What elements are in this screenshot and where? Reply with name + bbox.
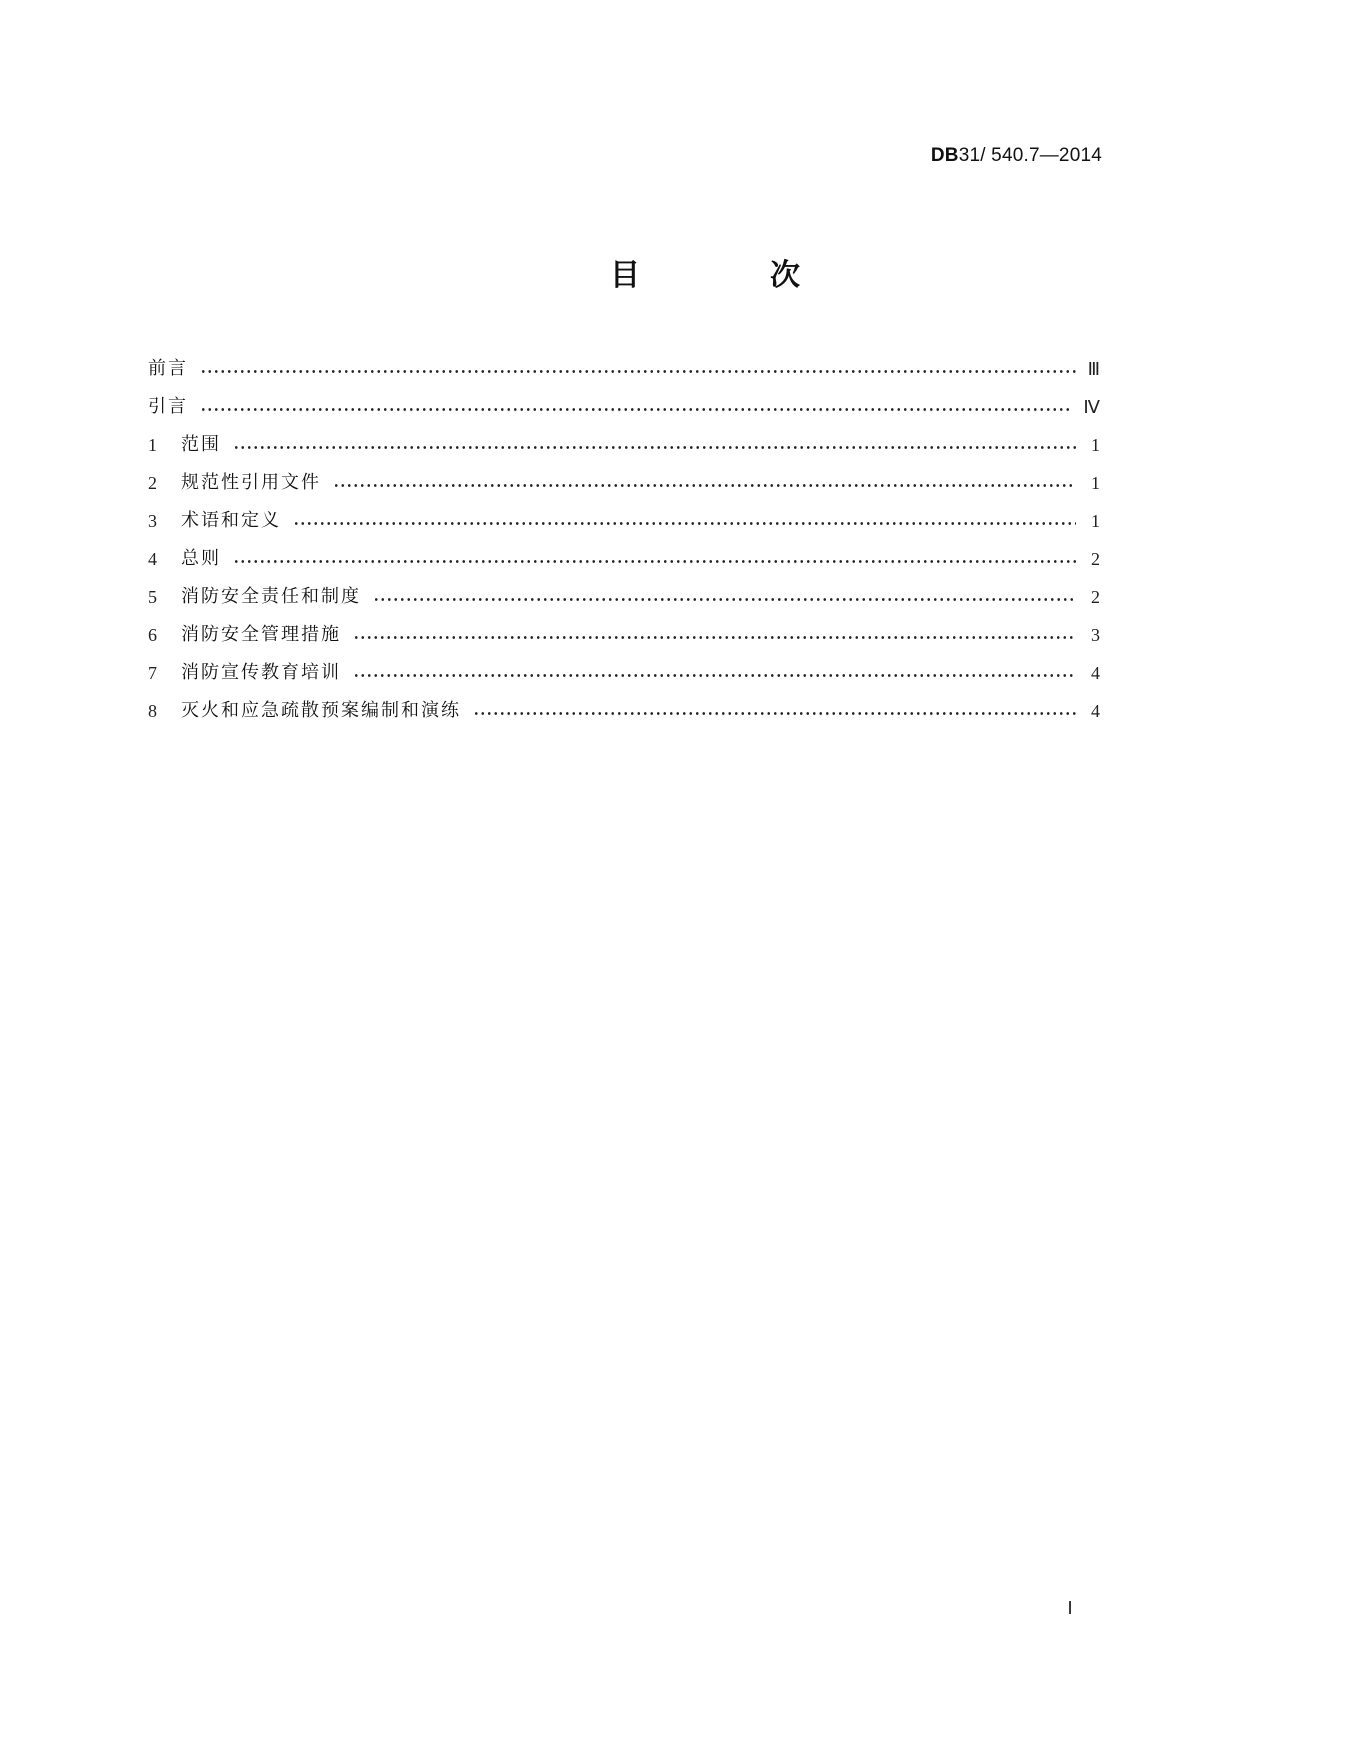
- toc-entry-number: 3: [148, 511, 157, 531]
- toc-leader-dots: [200, 350, 1076, 388]
- toc-entry-page: 2: [1091, 587, 1100, 607]
- toc-leader-dots: [473, 692, 1076, 730]
- table-of-contents: [148, 350, 1100, 730]
- toc-entry-page: 1: [1091, 473, 1100, 493]
- toc-entry-number: 6: [148, 625, 157, 645]
- toc-entry-terms-definitions[interactable]: [148, 502, 1100, 540]
- toc-entry-page: 2: [1091, 549, 1100, 569]
- toc-entry-label: 消防安全责任和制度: [181, 586, 361, 607]
- toc-entry-label: 消防安全管理措施: [181, 624, 341, 645]
- toc-entry-label: 前言: [148, 358, 188, 379]
- toc-entry-responsibility[interactable]: [148, 578, 1100, 616]
- toc-entry-page: Ⅲ: [1087, 359, 1100, 379]
- toc-entry-education-training[interactable]: [148, 654, 1100, 692]
- toc-entry-scope[interactable]: [148, 426, 1100, 464]
- toc-entry-label: 总则: [181, 548, 221, 569]
- toc-leader-dots: [200, 388, 1073, 426]
- toc-entry-foreword[interactable]: [148, 350, 1100, 388]
- toc-entry-general[interactable]: [148, 540, 1100, 578]
- page-number: Ⅰ: [1067, 1598, 1073, 1618]
- toc-entry-label: 规范性引用文件: [181, 472, 321, 493]
- toc-entry-normative-references[interactable]: [148, 464, 1100, 502]
- toc-entry-page: 1: [1091, 511, 1100, 531]
- toc-entry-page: 3: [1091, 625, 1100, 645]
- toc-entry-page: 4: [1091, 663, 1100, 683]
- toc-entry-number: 2: [148, 473, 157, 493]
- toc-entry-label: 消防宣传教育培训: [181, 662, 341, 683]
- toc-leader-dots: [353, 616, 1076, 654]
- toc-entry-number: 7: [148, 663, 157, 683]
- toc-entry-label: 灭火和应急疏散预案编制和演练: [181, 700, 461, 721]
- document-code-prefix: DB: [930, 145, 959, 166]
- toc-title: 目 次: [610, 258, 850, 293]
- toc-leader-dots: [353, 654, 1076, 692]
- toc-leader-dots: [233, 540, 1076, 578]
- toc-entry-introduction[interactable]: [148, 388, 1100, 426]
- document-code: [820, 145, 1102, 167]
- toc-leader-dots: [373, 578, 1076, 616]
- toc-entry-label: 术语和定义: [181, 510, 281, 531]
- toc-entry-label: 引言: [148, 396, 188, 417]
- toc-entry-number: 8: [148, 701, 157, 721]
- toc-entry-page: 4: [1091, 701, 1100, 721]
- toc-entry-label: 范围: [181, 434, 221, 455]
- toc-leader-dots: [293, 502, 1076, 540]
- toc-entry-management-measures[interactable]: [148, 616, 1100, 654]
- toc-leader-dots: [233, 426, 1076, 464]
- document-code-number: 31/ 540.7—2014: [958, 145, 1102, 166]
- toc-leader-dots: [333, 464, 1076, 502]
- toc-entry-emergency-plan[interactable]: [148, 692, 1100, 730]
- toc-entry-page: Ⅳ: [1083, 397, 1100, 417]
- toc-entry-number: 5: [148, 587, 157, 607]
- toc-entry-number: 4: [148, 549, 157, 569]
- toc-entry-page: 1: [1091, 435, 1100, 455]
- toc-entry-number: 1: [148, 435, 157, 455]
